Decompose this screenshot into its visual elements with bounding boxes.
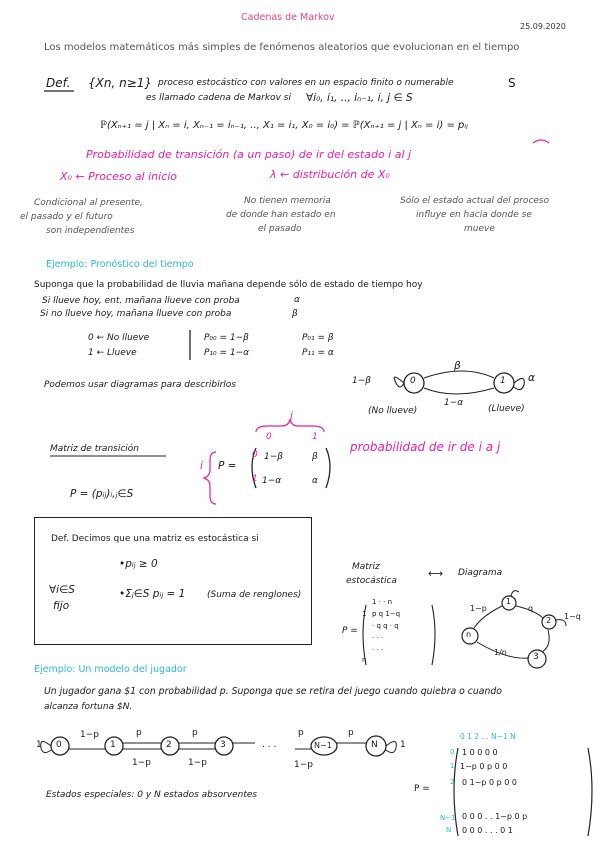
mini-edge-q: q [528,604,534,613]
intro-text: Los modelos matemáticos más simples de fenómenos aleatorios que evolucionan en el tiempo [44,42,520,53]
mini-edge-1n: 1/n [494,648,507,657]
mini-node3: 3 [533,652,539,662]
col2-line3: el pasado [258,224,302,234]
chain-node1: 1 [110,740,116,750]
matrix-col-j: j [290,410,293,422]
definition-box [34,517,312,645]
p11-value: P₁₁ = α [302,348,334,358]
p10-value: P₁₀ = 1−α [204,348,250,358]
example2-line1: Un jugador gana $1 con probabilidad p. Suponga que se retira del juego cuando quiebra o cuando [44,686,502,697]
diag-left-loop: 1−β [352,376,372,386]
diag-bottom-label: 1−α [444,398,464,408]
gmatrix-row2: 0 1−p 0 p 0 0 [462,778,518,787]
side-arrow: ⟷ [428,568,444,580]
example2-heading: Ejemplo: Un modelo del jugador [34,664,187,675]
x0-note: X₀ ← Proceso al inicio [60,170,178,183]
matrix-m01: β [312,452,318,462]
def2-note: (Suma de renglones) [207,590,302,600]
chain-q1: 1−p [132,758,151,768]
mini-edge-1p: 1−p [470,604,487,613]
gmatrix-rowlabel4: N−1 [440,814,456,822]
mini-row2: · · · [372,634,384,642]
lambda-note: λ ← distribución de X₀ [270,168,390,181]
col2-line2: de donde han estado en [226,210,336,220]
chain-p3: p [298,728,304,738]
diag-label1: (Llueve) [488,404,525,414]
p01-value: P₀₁ = β [302,333,334,343]
state0-label: 0 ← No llueve [88,333,150,343]
mini-row-label0: 1 [362,610,367,618]
chain-q2: 1−p [188,758,207,768]
col1-line2: el pasado y el futuro [20,212,113,222]
mini-row3: · · · [372,646,384,654]
def-s-symbol: S [508,76,516,90]
chain-node0: 0 [56,740,62,750]
mini-row-label3: n [362,656,367,664]
special-states: Estados especiales: 0 y N estados absorventes [46,790,258,800]
matrix-row-i: i [200,460,203,472]
def2-cond2: •Σⱼ∈S pᵢⱼ = 1 [119,588,186,600]
matrix-m11: α [312,476,318,486]
mini-node1: 1 [506,597,512,606]
example1-heading: Ejemplo: Pronóstico del tiempo [46,259,194,270]
gmatrix-cols: 0 1 2 . . N−1 N [460,732,516,741]
chain-nodeN: N [371,740,378,750]
matrix-p-eq: P = [218,460,237,472]
mini-edge-1q: 1−q [564,612,581,621]
def2-fixed: fijo [53,600,70,612]
chain-p2: p [192,728,198,738]
diag-node0: 0 [410,376,416,386]
chain-q3: 1−p [294,760,313,770]
mini-p: P = [342,626,358,636]
col2-line1: No tienen memoria [244,196,331,206]
example1-line3: Si no llueve hoy, mañana llueve con proba [40,309,232,319]
gmatrix-row4: 0 0 0 . . 1−p 0 p [462,812,528,821]
def2-forall: ∀i∈S [49,584,75,596]
col3-line3: mueve [464,224,495,234]
diag-right-loop: α [528,372,535,384]
diagram-intro: Podemos usar diagramas para describirlos [44,380,236,390]
chain-nodeN1: N−1 [314,741,332,750]
def-quantifier: ∀i₀, i₁, .., iₙ₋₁, i, j ∈ S [306,92,413,104]
def-set: {Xn, n≥1} [88,76,153,90]
def-label: Def. [46,76,71,90]
gmatrix-p: P = [414,784,430,794]
gmatrix-rowlabel2: 2 [450,778,455,786]
transition-note: Probabilidad de transición (a un paso) de ir del estado i al j [86,148,412,161]
example2-line2: alcanza fortuna $N. [44,702,133,712]
matrix-col0: 0 [266,432,272,442]
matrix-col1: 1 [312,432,318,442]
col3-line2: influye en hacia donde se [416,210,532,220]
col3-line1: Sólo el estado actual del proceso [400,196,550,206]
col1-line1: Condicional al presente, [34,198,143,208]
example1-line1: Suponga que la probabilidad de lluvia mañana depende sólo de estado de tiempo hoy [34,280,423,290]
page-date: 25.09.2020 [520,22,566,31]
mini-noden: n [466,630,472,639]
page-title: Cadenas de Markov [241,12,335,23]
chain-p4: p [348,728,354,738]
side-left-line1: Matriz [352,562,380,572]
chain-node2: 2 [166,740,172,750]
matrix-row0: 0 [252,450,258,460]
def-line1: proceso estocástico con valores en un espacio finito o numerable [158,78,454,88]
chain-dots: . . . [262,740,277,750]
side-right: Diagrama [458,568,503,578]
p00-value: P₀₀ = 1−β [204,333,249,343]
diag-top-label: β [454,360,461,372]
matrix-m10: 1−α [262,476,282,486]
chain-q0: 1−p [80,730,99,740]
mini-node2: 2 [546,616,552,625]
gmatrix-row0: 1 0 0 0 0 [462,748,498,757]
def-line2: es llamado cadena de Markov si [146,93,291,103]
markov-equation: ℙ(Xₙ₊₁ = j | Xₙ = i, Xₙ₋₁ = iₙ₋₁, .., X₁ = i₁, X₀ = i₀) = ℙ(Xₙ₊₁ = j | Xₙ = i) = pᵢⱼ [100,120,468,131]
matrix-m00: 1−β [264,452,284,462]
gmatrix-rowlabel5: N [446,826,452,834]
gmatrix-rowlabel0: 0 [450,748,455,756]
chain-p1: p [136,728,142,738]
example1-line2: Si llueve hoy, ent. mañana llueve con proba [42,296,240,306]
def2-line: Def. Decimos que una matriz es estocástica si [51,534,259,544]
matrix-general: P = (pᵢⱼ)ᵢ,ⱼ∈S [70,488,134,500]
chain-loopN: 1 [400,740,406,750]
def2-cond1: •pᵢⱼ ≥ 0 [119,558,158,570]
gmatrix-row5: 0 0 0 . . . 0 1 [462,826,513,835]
chain-node3: 3 [220,740,226,750]
example1-alpha: α [294,295,300,305]
matrix-heading: Matriz de transición [50,444,140,454]
matrix-row1: 1 [252,474,258,484]
example1-beta: β [292,309,298,319]
diag-node1: 1 [500,376,506,386]
diag-label0: (No llueve) [368,406,418,416]
col1-line3: son independientes [46,226,135,236]
matrix-pink-note: probabilidad de ir de i a j [350,440,501,454]
side-left-line2: estocástica [346,576,397,586]
mini-row1: · q q · q [372,622,399,630]
state1-label: 1 ← Llueve [88,348,137,358]
gmatrix-row1: 1−p 0 p 0 0 [460,762,508,771]
gmatrix-rowlabel1: 1 [450,762,455,770]
chain-loop0: 1 [36,740,42,750]
mini-header: 1 · · n [372,598,393,606]
mini-row0: p q 1−q [372,610,401,618]
